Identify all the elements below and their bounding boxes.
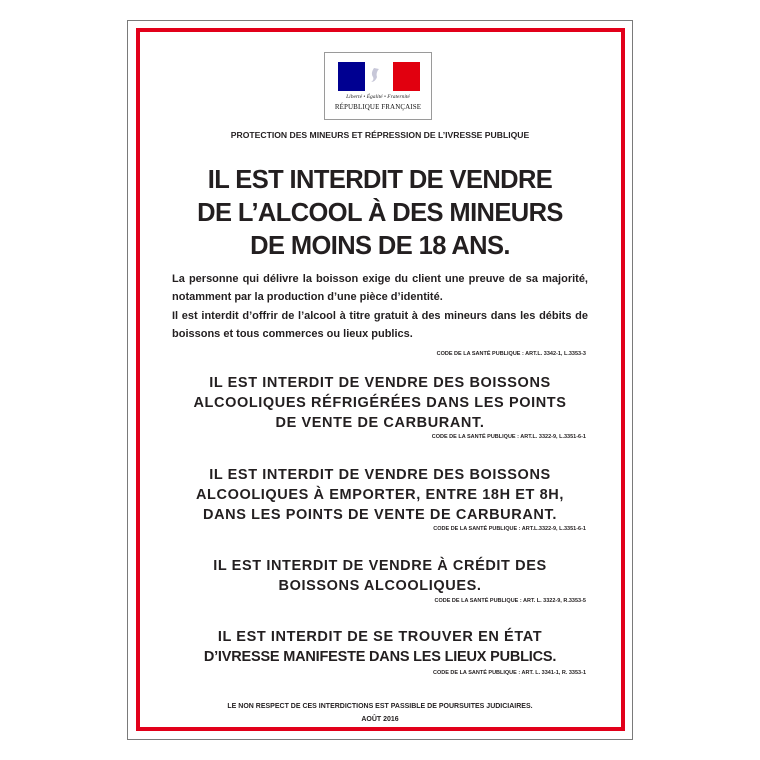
section-refrigerated-fuel bbox=[172, 373, 588, 433]
legal-reference: CODE DE LA SANTÉ PUBLIQUE : ART.L.3322-9, L.3351-6-1 bbox=[433, 526, 586, 532]
section-line: IL EST INTERDIT DE VENDRE DES BOISSONS bbox=[209, 467, 551, 483]
marianne-profile-icon bbox=[361, 62, 387, 91]
section-line: ALCOOLIQUES À EMPORTER, ENTRE 18H ET 8H, bbox=[195, 487, 564, 503]
logo-republique-francaise: RÉPUBLIQUE FRANÇAISE bbox=[334, 103, 422, 111]
title-line: DE L’ALCOOL À DES MINEURS bbox=[197, 199, 563, 227]
footer-notice bbox=[140, 700, 620, 726]
legal-reference: CODE DE LA SANTÉ PUBLIQUE : ART.L. 3342-1, L.3353-3 bbox=[436, 351, 586, 357]
section-line: ALCOOLIQUES RÉFRIGÉRÉES DANS LES POINTS bbox=[193, 395, 567, 411]
section-line: IL EST INTERDIT DE VENDRE À CRÉDIT DES bbox=[213, 558, 547, 574]
legal-reference: CODE DE LA SANTÉ PUBLIQUE : ART. L. 3322-9, R.3353-5 bbox=[434, 598, 586, 604]
paragraph-proof-of-age: La personne qui délivre la boisson exige du client une preuve de sa majorité, notamment par la production d’une pièce d’identité. bbox=[172, 273, 588, 303]
header-protection-des-mineurs: PROTECTION DES MINEURS ET RÉPRESSION DE L’IVRESSE PUBLIQUE bbox=[230, 130, 530, 140]
section-line: IL EST INTERDIT DE VENDRE DES BOISSONS bbox=[209, 375, 551, 391]
paragraph-free-alcohol: Il est interdit d’offrir de l’alcool à titre gratuit à des mineurs dans les débits de boissons et tous commerces ou lieux publics. bbox=[172, 310, 588, 340]
title-line: IL EST INTERDIT DE VENDRE bbox=[207, 166, 553, 194]
section-line: D’IVRESSE MANIFESTE DANS LES LIEUX PUBLICS. bbox=[203, 649, 557, 665]
footer-warning: LE NON RESPECT DE CES INTERDICTIONS EST PASSIBLE DE POURSUITES JUDICIAIRES. bbox=[227, 703, 533, 710]
legal-reference: CODE DE LA SANTÉ PUBLIQUE : ART. L. 3341-1, R. 3353-1 bbox=[432, 670, 586, 676]
main-title bbox=[140, 164, 620, 263]
title-line: DE MOINS DE 18 ANS. bbox=[250, 232, 510, 260]
section-line: BOISSONS ALCOOLIQUES. bbox=[278, 578, 482, 594]
section-line: DANS LES POINTS DE VENTE DE CARBURANT. bbox=[203, 507, 557, 523]
section-line: IL EST INTERDIT DE SE TROUVER EN ÉTAT bbox=[217, 629, 543, 645]
logo-motto: Liberté • Égalité • Fraternité bbox=[346, 94, 410, 100]
section-credit-sale bbox=[172, 556, 588, 596]
section-public-drunkenness bbox=[172, 627, 588, 667]
section-takeaway-fuel bbox=[172, 465, 588, 525]
section-line: DE VENTE DE CARBURANT. bbox=[275, 415, 485, 431]
legal-reference: CODE DE LA SANTÉ PUBLIQUE : ART.L. 3322-9, L.3351-6-1 bbox=[431, 434, 586, 440]
republique-francaise-logo bbox=[324, 52, 432, 120]
footer-date: AOÛT 2016 bbox=[361, 716, 399, 723]
